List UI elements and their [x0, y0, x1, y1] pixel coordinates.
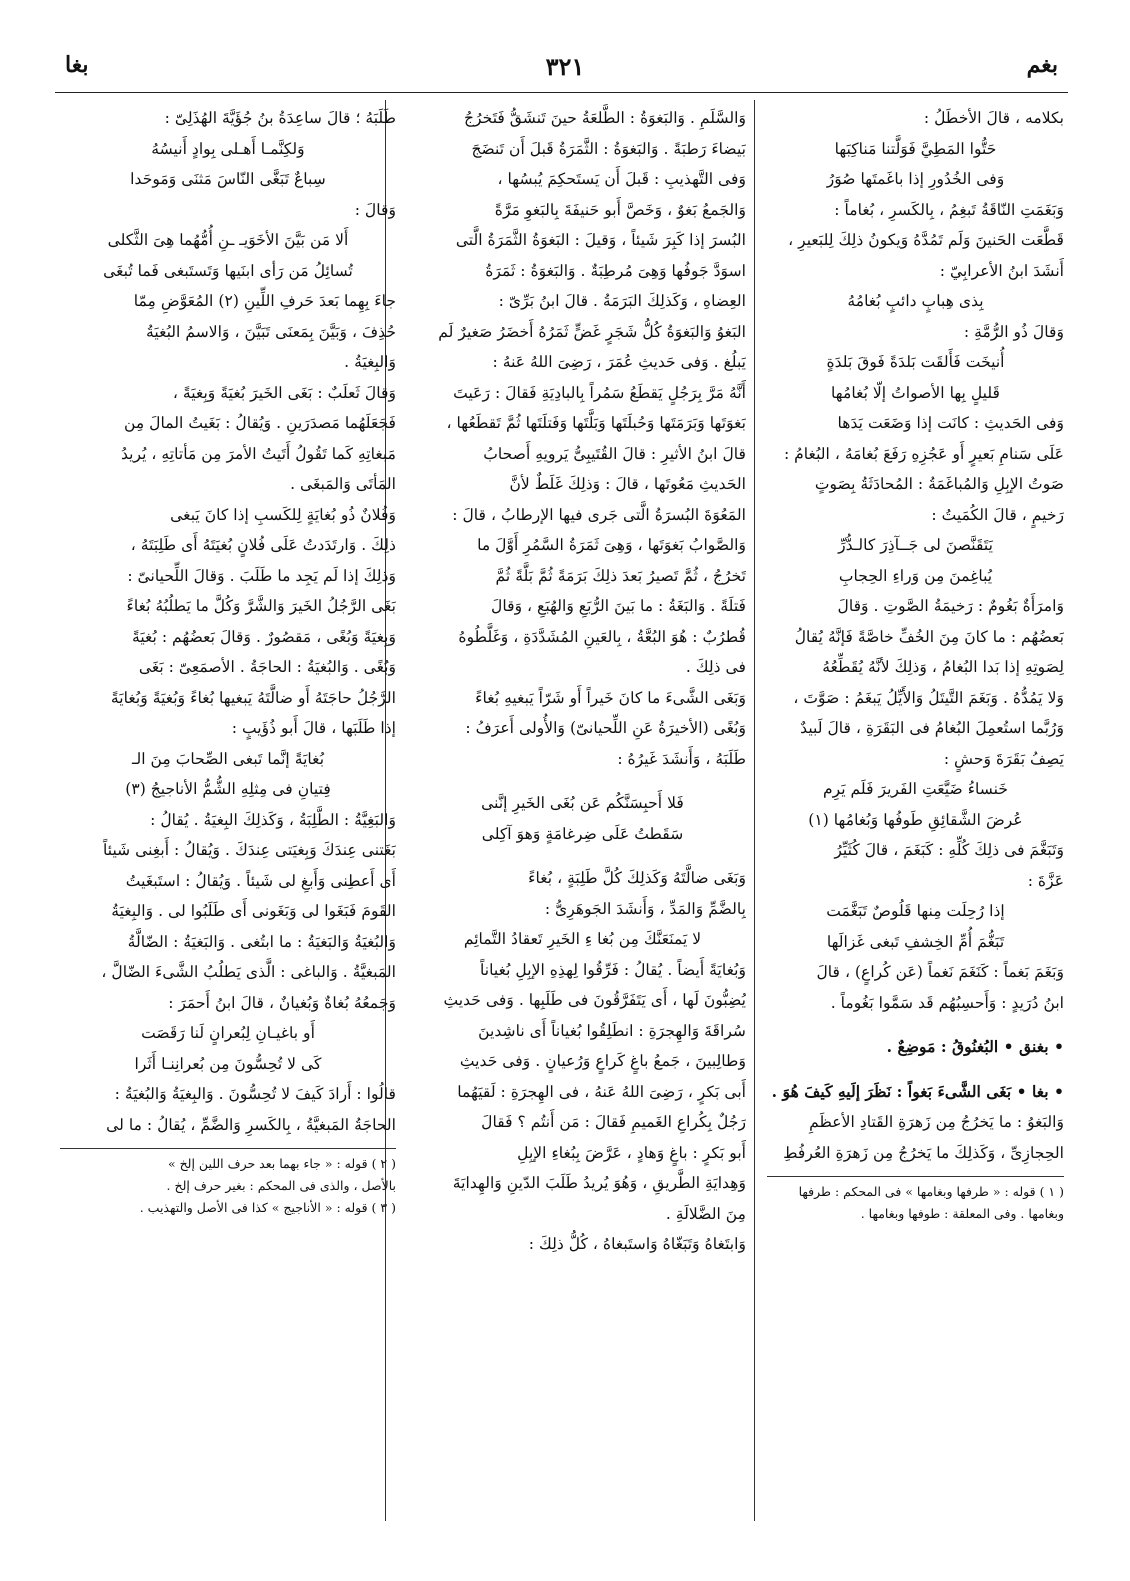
text-line: وَبُغايَةً أَيضاً . يُقالُ : فَرِّقُوا لِهذِهِ الإبِلِ بُغياناً [480, 960, 746, 979]
text-line: صَوتُ الإبِلِ وَالمُباغَمَةُ : المُحادَثَةُ بِصَوتٍ [814, 475, 1064, 493]
text-line: بَغَى الرَّجُلُ الخَيرَ وَالشَّرَّ وَكُلَّ ما يَطلُبُهُ بُغاءً [126, 597, 396, 615]
verse-line: تَبَغُّمَ أُمِّ الخِشفِ تَبغى غَزالَها [826, 932, 1005, 951]
text-line: عَلَى سَنامِ بَعيرٍ أَو عَجُزِهِ رَفَعَ بُغامَهُ ، البُغامُ : [783, 444, 1064, 463]
text-line: الحَديثِ مَعُوتَها ، قالَ : وَذلِكَ غَلَطٌ لأنَّ [509, 475, 746, 493]
text-line: وَالبُغيَةُ وَالبَغيَةُ : ما ابتُغى . وَالبَغيَةُ : الضّالَّةُ [127, 932, 396, 951]
text-line: البَغوُ وَالبَغوَةُ كُلُّ شَجَرٍ غَضٍّ ثَمَرُهُ أَخضَرُ صَغيرٌ لَم [438, 322, 746, 341]
text-line: وَالبِغيَةُ . [344, 353, 396, 371]
verse-line: قَليلٍ بِها الأصواتُ إلّا بُغامُها [831, 383, 1000, 402]
text-line: وَالصَّوابُ بَغوَتَها ، وَهِىَ ثَمَرَةُ السَّمُرِ أَوَّلَ ما [477, 536, 746, 554]
text-line: الحِجازِىِّ ، وَكَذلِكَ ما يَخرُجُ مِن زَهرَةِ العُرفُطِ [783, 1143, 1064, 1162]
text-line: وَطالِبينَ ، جَمعُ باغٍ كَراعٍ وَرُعيانٍ . وَفى حَديثِ [459, 1052, 746, 1070]
verse-line: وَفى الخُدُورِ إذا باغَمتَها صُوَرُ [826, 170, 1005, 188]
verse-line: فِتيانِ فى مِثلِهِ الشُّمُّ الأناجيجُ (٣) [125, 780, 331, 798]
text-line: لِصَوتِهِ إذا بَدا البُغامُ ، وَذلِكَ لأنَّهُ يُقَطِّعُهُ [822, 658, 1064, 676]
verse-line: إذا رُحِلَت مِنها قَلُوصٌ تَبَغَّمَت [826, 902, 1005, 920]
text-line: وَقالَ ذُو الرُّمَّةِ : [963, 322, 1064, 341]
verse-line: حَتُّوا المَطِيَّ فَوَلَّتنا مَناكِبَها [834, 139, 997, 158]
verse-line: أُنيخَت فَأَلقَت بَلدَةً فَوقَ بَلدَةٍ [826, 353, 1005, 371]
text-line: بكلامه ، قالَ الأخطَلُ : [923, 109, 1064, 127]
text-line: وَرُبَّما استُعمِلَ البُغامُ فى البَقَرَةِ ، قالَ لَبيدٌ [800, 719, 1064, 737]
text-line: أَنَّهُ مَرَّ بِرَجُلٍ يَقطَعُ سَمُراً بِالبادِيَةِ فَقالَ : رَعَيتَ [453, 383, 746, 402]
text-line: وَبِغيَةً وَبُغًى ، مَقصُورٌ . وَقالَ بَعضُهُم : بُغيَةً [131, 627, 396, 646]
text-line: وَبَغَى الشَّىءَ ما كانَ خَيراً أَو شَرّاً يَبغيهِ بُغاءً [475, 688, 746, 707]
header-root-word-right: بغم [1026, 52, 1058, 78]
text-line: وَالبَغِيَّةُ : الطَّلِبَةُ ، وَكَذلِكَ البِغيَةُ . يُقالُ : [150, 810, 396, 829]
text-line: وَتَبَغَّمَ فى ذلِكَ كُلِّهِ : كَبَغَمَ ، قالَ كُثَيِّرُ [834, 841, 1064, 859]
text-line: إذا طَلَبَها ، قالَ أَبو ذُؤَيبٍ : [231, 719, 396, 737]
footnotes-left [60, 1148, 396, 1219]
text-line: اسوَدَّ جَوفُها وَهِىَ مُرطِبَةٌ . وَالبَغوَةُ : ثَمَرَةُ [485, 261, 746, 280]
footnote-line: ( ٢ ) قوله : « جاء بهما بعد حرف اللين إلخ » [167, 1156, 396, 1171]
header-rule [55, 92, 1068, 93]
text-line: سُراقَةَ وَالهِجرَةِ : انطَلِقُوا بُغياناً أَى ناشِدينَ [478, 1021, 746, 1040]
text-line: قالَ ابنُ الأثيرِ : قالَ القُتَيبِىُّ يَرويهِ أَصحابُ [483, 444, 746, 463]
verse-line: سَقَطتُ عَلَى ضِرغامَةٍ وَهوَ آكِلى [481, 824, 684, 843]
text-line: أَى أَعطِنى وَأَبغِ لى شَيئاً . وَيُقالُ : استَبغَيتُ [125, 871, 396, 890]
text-line: المَعُوَةَ البُسرَةُ الَّتى جَرى فيها الإرطابُ ، قالَ : [452, 505, 746, 524]
text-line: حُذِفَ ، وَبَيَّنَ بِمَعنَى تَبَيَّنَ ، وَالاسمُ البُغيَةُ [146, 322, 396, 341]
text-line: المَأتَى وَالمَبغَى . [290, 475, 396, 493]
verse-line: وَلكِنَّمـا أَهـلى بِوادٍ أَنيسُهُ [151, 139, 305, 158]
text-line: وَقالَ ثَعلَبٌ : بَغَى الخَيرَ بُغيَةً وَبِغيَةً ، [172, 383, 396, 402]
footnotes-right [767, 1176, 1064, 1225]
column-left [60, 103, 396, 1541]
text-line: وَقالَ : [354, 200, 396, 219]
page-number: ٣٢١ [545, 52, 585, 81]
column-separator [754, 100, 755, 1521]
text-line: وَالبَغوُ : ما يَخرُجُ مِن زَهرَةِ القَتادِ الأعظَمِ [809, 1113, 1064, 1131]
text-line: أَنشَدَ ابنُ الأعرابِيّ : [939, 261, 1064, 280]
right-column-text [767, 103, 1064, 1018]
spacer [419, 774, 746, 788]
verse-line: كَى لا تُحِسُّونَ مِن بُعرانِنـا أَثَرا [134, 1054, 322, 1073]
text-line: بَعضُهُم : ما كانَ مِنَ الخُفِّ خاصَّةً فَإنَّهُ يُقالُ [794, 627, 1064, 646]
verse-line: فَلا أَحبِسَنَّكُم عَن بُغَى الخَيرِ إنَّنى [481, 794, 684, 812]
text-line: قُطرُبٌ : هُوَ البُعَّةُ ، بِالعَينِ المُشَدَّدَةِ ، وَغَلَّطُوهُ [458, 627, 746, 646]
text-line: القَومَ فَبَغَوا لى وَبَغَونى أَى طَلَبُوا لى . وَالبِغيَةُ [111, 902, 396, 920]
text-line: قَطَّعَت الحَنينَ وَلَم تَمُدَّهُ وَيكونُ ذلِكَ لِلبَعيرِ ، [788, 231, 1064, 249]
verse-line: بِذى هِبابٍ دائبٍ بُغامُهُ [847, 292, 984, 310]
text-line: رَجُلٌ بِكُراعِ الغَميمِ فَقالَ : مَن أَنتُم ؟ فَقالَ [481, 1113, 746, 1131]
text-line: بَغوَتَها وَبَرَمَتَها وَحُبلَتَها وَبَلَّتَها وَفَتلَتَها ثُمَّ تَقطَعُها ، [446, 414, 746, 432]
verse-line: يُباغِمنَ مِن وَراءِ الحِجابِ [838, 566, 993, 585]
text-line: وَبَغَى ضالَّتَهُ وَكَذلِكَ كُلَّ طَلِبَةٍ ، بُغاءً [528, 869, 746, 887]
verse-line: أَلا مَن بَيَّنَ الأخَوَيـ ـنِ أُمُّهُما هِىَ الثَّكلى [107, 231, 349, 249]
text-line: وَبُغًى . وَالبُغيَةُ : الحاجَةُ . الأصمَعِىّ : بَغَى [138, 658, 396, 676]
text-line: طَلَبَهُ ، وَأَنشَدَ غَيرُهُ : [617, 749, 746, 768]
text-line: العِضاهِ ، وَكَذلِكَ البَرَمَةُ . قالَ ابنُ بَرِّىّ : [498, 292, 746, 310]
text-line: البُسرَ إذا كَبِرَ شَيئاً ، وَقيلَ : البَغوَةُ الثَّمَرَةُ الَّتى [455, 231, 746, 249]
text-line: وَلا يَمُدُّهُ . وَبَغَمَ التَّيتَلُ وَالأَيِّلُ يَبغَمُ : صَوَّتَ ، [793, 688, 1064, 707]
text-line: وَفى الحَديثِ : كانَت إذا وَضَعَت يَدَها [837, 414, 1064, 432]
verse-line: أَو باغيـانِ لِبُعرانٍ لَنا رَقَصَت [141, 1024, 315, 1042]
text-line: أَبو بَكرٍ : باغٍ وَهادٍ ، عَرَّضَ بِبُغاءِ الإبِلِ [517, 1143, 746, 1162]
text-line: وَبَغَمَتِ النّاقَةُ تَبغِمُ ، بِالكَسرِ ، بُغاماً : [834, 200, 1064, 219]
text-line: المَبغيَّةُ . وَالباغى : الَّذى يَطلُبُ الشَّىءَ الضّالَّ ، [101, 963, 396, 981]
text-line: وَفى التَّهذيبِ : قَبلَ أَن يَستَحكِمَ يُبسُها ، [497, 170, 746, 188]
verse-line: يَتَقَنَّصنَ لى جَــآذِرَ كالـدُّرِّ [838, 536, 993, 554]
column-right [767, 103, 1064, 1541]
text-line: وَهِدايَةِ الطَّريقِ ، وَهُوَ يُريدُ طَلَبَ الدّينِ وَالهِدايَةَ [452, 1174, 746, 1192]
spacer [419, 849, 746, 863]
footnote-line: ( ٣ ) قوله : « الأناجيج » كذا فى الأصل والتهذيب . [139, 1200, 396, 1215]
text-line: وَابتَغاهُ وَتَبَغّاهُ وَاستَبغاهُ ، كُلُّ ذلِكَ : [528, 1235, 746, 1253]
text-line: فى ذلِكَ . [685, 658, 746, 676]
text-line: مَبغاتِهِ كَما تَقُولُ أَتَيتُ الأمرَ مِن مَأتاتِهِ ، يُريدُ [121, 444, 396, 463]
header-root-word-left: بغا [65, 52, 89, 78]
entry-bgha [767, 1077, 1064, 1169]
text-line: وَبُغًى (الأخيرَةُ عَنِ اللِّحيانىّ) وَالأُولى أَعرَفُ : [465, 719, 746, 737]
verse-line: عُرضَ الشَّقائِقِ طَوفُها وَبُغامُها (١) [808, 810, 1023, 829]
spacer [767, 1063, 1064, 1077]
text-line: جاءَ بِهِما بَعدَ حَرفِ اللِّينِ (٢) المُعَوَّضِ مِمّا [133, 292, 396, 310]
text-line: وَامرَأَةٌ بَغُومٌ : رَخيمَةُ الصَّوتِ . وَقالَ [837, 597, 1064, 615]
text-line: بِالضَّمِّ وَالمَدِّ ، وَأَنشَدَ الجَوهَرِىُّ : [544, 899, 746, 918]
text-line: أَبى بَكرٍ ، رَضِىَ اللهُ عَنهُ ، فى الهِجرَةِ : لَقيَهُما [457, 1082, 746, 1101]
text-line: ذلِكَ . وَارتَدَدتُ عَلَى فُلانٍ بُغيَتَهُ أَى طَلِبَتَهُ ، [130, 536, 396, 554]
text-line: يَبلُغ . وَفى حَديثِ عُمَرَ ، رَضِىَ اللهُ عَنهُ : [492, 353, 746, 371]
text-line: وَالجَمعُ بَغوٌ ، وَخَصَّ أَبو حَنيفَةَ بِالبَغوِ مَرَّةً [494, 200, 746, 219]
text-line: الحاجَةُ المَبغيَّةُ ، بِالكَسرِ وَالضَّمِّ ، يُقالُ : ما لى [106, 1115, 396, 1134]
verse-line: سِباعٌ تَبَغَّى النّاسَ مَثنَى وَمَوحَدا [130, 170, 326, 188]
entry-bgha-head: • بغا • بَغَى الشَّىءَ بَغواً : نَظَرَ إلَيهِ كَيفَ هُوَ . [771, 1081, 1064, 1101]
spacer [767, 1018, 1064, 1032]
text-line: رَخيمٍ ، قالَ الكُمَيتُ : [931, 505, 1064, 524]
footnote-line: بالأصل ، والذى فى المحكم : بغير حرف إلخ . [166, 1178, 396, 1193]
text-line: قالُوا : أَرادَ كَيفَ لا تُحِسُّونَ . وَالبِغيَةُ وَالبُغيَةُ : [114, 1085, 396, 1103]
text-line: وَذلِكَ إذا لَم يَجِد ما طَلَبَ . وَقالَ اللِّحيانىّ : [127, 566, 396, 585]
text-line: وَالسَّلَمِ . وَالبَغوَةُ : الطَّلعَةُ حينَ تَنشَقُّ فَتَخرُجُ [463, 109, 746, 127]
text-line: وَجَمعُهُ بُغاةٌ وَبُغيانٌ ، قالَ ابنُ أَحمَرَ : [168, 993, 396, 1012]
text-line: بَيضاءَ رَطبَةً . وَالبَغوَةُ : الثَّمَرَةُ قَبلَ أَن تَنضَجَ [471, 139, 746, 158]
text-line: وَفُلانٌ ذُو بُغايَةٍ لِلكَسبِ إذا كانَ يَبغى [170, 505, 396, 524]
entry-bghnq: • بغنق • البُغنُوقُ : مَوضِعٌ . [886, 1037, 1064, 1056]
text-line: مِنَ الضَّلالَةِ . [665, 1204, 746, 1223]
text-line: وَبَغَمَ بَغماً : كَنَغَمَ نَغماً (عَن كُراعٍ) ، قالَ [816, 963, 1064, 981]
column-middle [419, 103, 746, 1541]
text-line: فَتلَةً . وَالبَغَةُ : ما بَينَ الرُّبَعِ وَالهُبَعِ ، وَقالَ [491, 597, 746, 615]
verse-line: لا يَمنَعَنَّكَ مِن بُغا ءِ الخَيرِ تَعقادُ التَّمائِم [463, 930, 702, 948]
text-line: الرَّجُلُ حاجَتَهُ أَو ضالَّتَهُ يَبغيها بُغاءً وَبُغيَةً وَبُغايَةً [110, 688, 396, 707]
text-line: بَغَتنى عِندَكَ وَبِغيَتى عِندَكَ . وَيُقالُ : أَبغِنى شَيئاً [103, 841, 396, 859]
footnote-line: وبغامها . وفى المعلقة : طوفها وبغامها . [860, 1206, 1064, 1221]
footnote-line: ( ١ ) قوله : « طرفها وبغامها » فى المحكم : طرفها [798, 1184, 1064, 1199]
text-line: عَزَّةَ : [1027, 871, 1064, 890]
text-line: يَصِفُ بَقَرَةَ وَحشٍ : [943, 749, 1064, 768]
text-line: يُضِبُّونَ لَها ، أَى يَتَفَرَّقُونَ فى طَلَبِها . وَفى حَديثِ [443, 991, 746, 1009]
text-line: طَلَبَهُ ؛ قالَ ساعِدَةُ بنُ جُؤَيَّةَ الهُذَلِىّ : [164, 109, 396, 127]
verse-line: بُغايَةً إنَّما تَبغى الصِّحابَ مِنَ الـ [131, 749, 325, 768]
text-line: تَخرُجُ ، ثُمَّ تَصيرُ بَعدَ ذلِكَ بَرَمَةً ثُمَّ بَلَّةً ثُمَّ [495, 566, 746, 585]
text-line: فَجَعَلَهُما مَصدَرَينِ . وَيُقالُ : بَغَيتُ المالَ مِن [124, 414, 396, 432]
verse-line: خَنساءُ ضَيَّعَتِ الفَريرَ فَلَم يَرِم [822, 780, 1009, 798]
text-line: ابنُ دُرَيدٍ : وَأَحسِبُهُم قَد سَمَّوا بَغُوماً . [830, 993, 1064, 1012]
verse-line: تُسائِلُ مَن رَأى ابنَيها وَتَستَبغى فَما تُبغَى [103, 261, 353, 280]
